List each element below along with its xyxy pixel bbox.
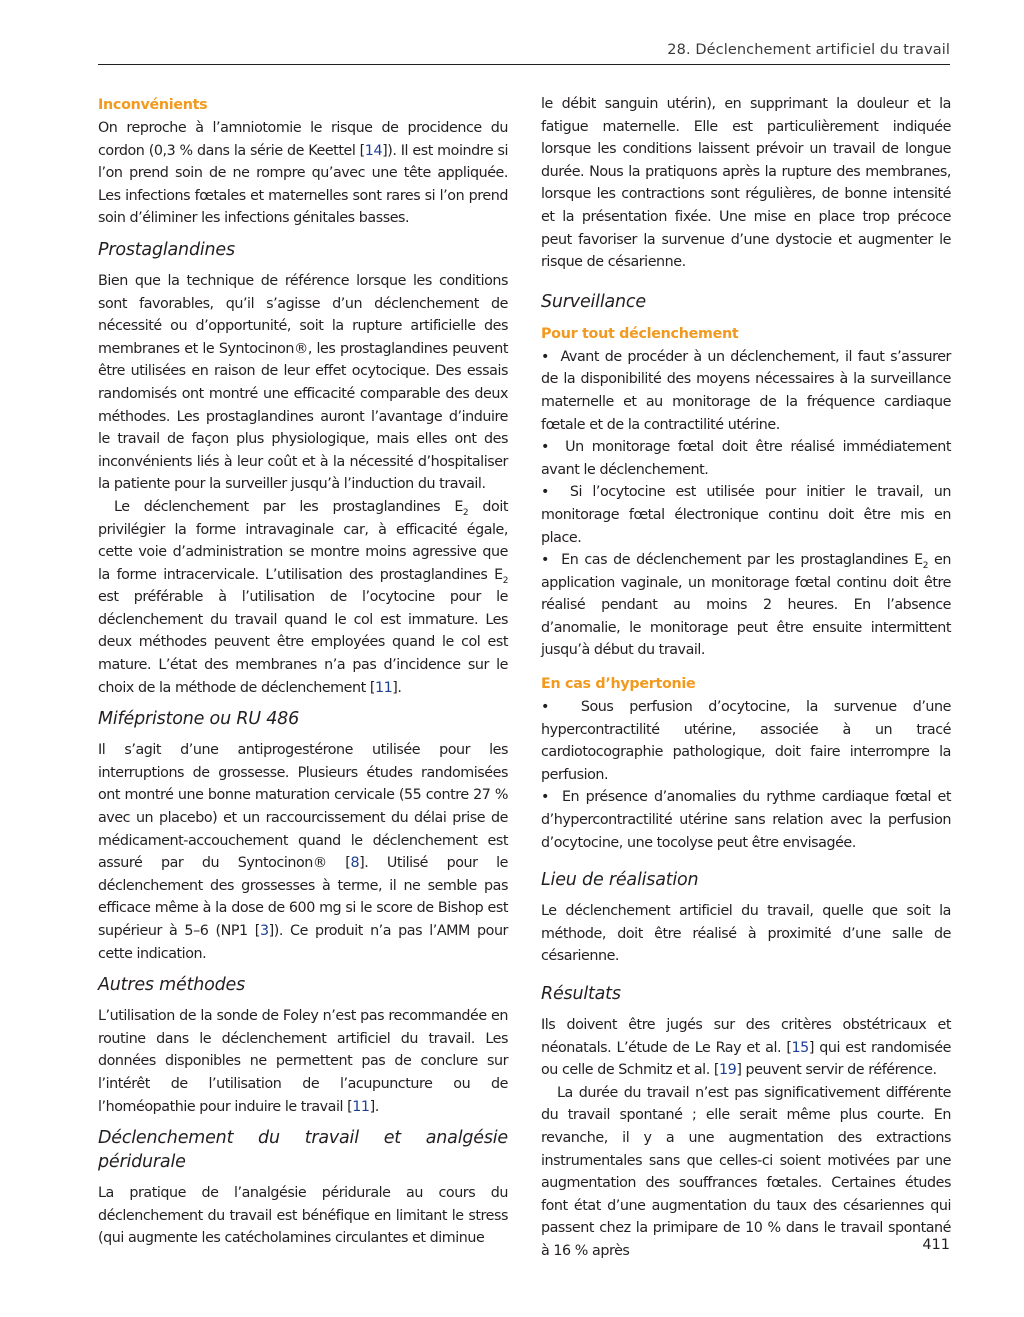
heading-inconvenients: Inconvénients — [98, 97, 208, 113]
subscript: 2 — [502, 575, 508, 586]
text: On reproche à l’amniotomie le risque de procidence du cordon (0,3 % dans la série de Keettel [ — [98, 120, 508, 159]
text: Ils doivent être jugés sur des critères obstétricaux et néonatals. L’étude de Le Ray et al. [ — [541, 1017, 951, 1056]
bullet-item: • Sous perfusion d’ocytocine, la survenue d’une hypercontractilité utérine, associée à un tracé cardiotocographie pathologique, doit faire interrompre la perfusion. — [541, 696, 951, 786]
heading-surveillance: Surveillance — [541, 291, 646, 312]
text: doit privilégier la forme intravaginale car, à efficacité égale, cette voie d’administration se montre moins agressive que la forme intracervicale. L’utilisation des prostaglandines E — [98, 498, 509, 583]
heading-prostaglandines: Prostaglandines — [98, 239, 235, 260]
running-header — [98, 40, 950, 65]
heading-pour-tout-declenchement: Pour tout déclenchement — [541, 325, 739, 342]
paragraph-prostaglandines-2 — [98, 496, 508, 699]
heading-mifepristone: Mifépristone ou RU 486 — [98, 709, 300, 730]
right-column — [541, 93, 951, 1263]
text: ]. — [392, 679, 402, 696]
text: ]. Utilisé pour le déclenchement des grossesses à terme, il ne semble pas efficace même à la dose de 600 mg si le score de Bishop est supérieur à 5–6 (NP1 [ — [98, 855, 508, 939]
reference-link[interactable]: 8 — [350, 855, 360, 872]
heading-autres-methodes: Autres méthodes — [98, 975, 246, 996]
paragraph-resultats-1 — [541, 1014, 951, 1082]
subscript: 2 — [922, 560, 928, 571]
text: ]. — [369, 1098, 379, 1115]
bullet-item — [541, 549, 951, 662]
paragraph-resultats-2: La durée du travail n’est pas significativement différente du travail spontané ; elle serait même plus courte. En revanche, il y a une augmentation des extractions instrumentales sans que celles-ci soient motivées par une augmentation des souffrances fœtales. Certaines études font état d’une augmentation du taux des césariennes qui passent chez la primipare de 10 % dans le travail spontané à 16 % après — [541, 1084, 951, 1259]
bullet-item: • Un monitorage fœtal doit être réalisé immédiatement avant le déclenchement. — [541, 436, 951, 481]
text: est préférable à l’utilisation de l’ocytocine pour le déclenchement du travail quand le col est immature. Les deux méthodes peuvent être employées quand le col est mature. L’état des membranes n’a pas d’incidence sur le choix de la méthode de déclenchement [ — [98, 589, 508, 696]
text: en application vaginale, un monitorage fœtal continu doit être réalisé pendant au moins 2 heures. En l’absence d’anomalie, le monitorage peut être ensuite intermittent jusqu’à début du travail. — [541, 552, 951, 659]
paragraph-prostaglandines-1: Bien que la technique de référence lorsque les conditions sont favorables, qu’il s’agisse d’un déclenchement de nécessité ou d’opportunité, soit la rupture artificielle des membranes et le Syntocinon®, les prostaglandines peuvent être utilisées en raison de leur effet ocytocique. Des essais randomisés ont montré une efficacité comparable des deux méthodes. Les prostaglandines auront l’avantage d’induire le travail de façon plus physiologique, mais elles ont des inconvénients liés à leur coût et à la nécessité d’hospitaliser la patiente pour la surveiller jusqu’à l’induction du travail. — [98, 272, 508, 493]
page-number: 411 — [922, 1237, 950, 1253]
text: Il s’agit d’une antiprogestérone utilisée pour les interruptions de grossesse. Plusieurs études randomisées ont montré une bonne maturation cervicale (55 contre 27 % avec un placebo) et un raccourcissement du délai prise de médicament-accouchement quand le déclenchement est assuré par du Syntocinon® [ — [98, 742, 508, 872]
bullet-item: • Si l’ocytocine est utilisée pour initier le travail, un monitorage fœtal électronique continu doit être mis en place. — [541, 481, 951, 549]
heading-resultats: Résultats — [541, 984, 621, 1004]
bullet-item: • En présence d’anomalies du rythme cardiaque fœtal et d’hypercontractilité utérine sans relation avec la perfusion d’ocytocine, une tocolyse peut être envisagée. — [541, 786, 951, 854]
chapter-title: 28. Déclenchement artificiel du travail — [667, 42, 950, 58]
reference-link[interactable]: 11 — [352, 1098, 370, 1115]
heading-hypertonie: En cas d’hypertonie — [541, 676, 696, 693]
heading-lieu: Lieu de réalisation — [541, 870, 699, 891]
paragraph-continuation: le débit sanguin utérin), en supprimant la douleur et la fatigue maternelle. Elle est particulièrement indiquée lorsque les conditions laissent prévoir un travail de longue durée. Nous la pratiquons après la rupture des membranes, lorsque les contractions sont régulières, de bonne intensité et la présentation fixée. Une mise en place trop précoce peut favoriser la survenue d’une dystocie et augmenter le risque de césarienne. — [541, 96, 951, 271]
text: ]). Il est moindre si l’on prend soin de ne rompre qu’avec une tête appliquée. Les infections fœtales et maternelles sont rares si l’on prend soin d’éliminer les infections génitales basses. — [98, 142, 509, 227]
bullet-item: • Avant de procéder à un déclenchement, il faut s’assurer de la disponibilité des moyens nécessaires à la surveillance maternelle et au monitorage de la fréquence cardiaque fœtale et de la contractilité utérine. — [541, 346, 951, 436]
text: ] peuvent servir de référence. — [736, 1062, 937, 1079]
heading-analgesie: Déclenchement du travail et analgésie péridurale — [98, 1128, 508, 1173]
reference-link[interactable]: 11 — [375, 679, 393, 696]
paragraph-mifepristone — [98, 739, 508, 965]
text: ] qui est randomisée ou celle de Schmitz et al. [ — [541, 1039, 951, 1079]
paragraph-lieu: Le déclenchement artificiel du travail, quelle que soit la méthode, doit être réalisé à proximité d’une salle de césarienne. — [541, 903, 951, 965]
text: Le déclenchement par les prostaglandines E — [114, 498, 463, 515]
subscript: 2 — [462, 507, 469, 518]
left-column — [98, 93, 508, 1250]
paragraph-analgesie: La pratique de l’analgésie péridurale au cours du déclenchement du travail est bénéfique en limitant le stress (qui augmente les catécholamines circulantes et diminue — [98, 1185, 508, 1247]
reference-link[interactable]: 14 — [364, 142, 383, 159]
spacer — [541, 662, 951, 672]
text: L’utilisation de la sonde de Foley n’est pas recommandée en routine dans le déclenchement artificiel du travail. Les données disponibles ne permettent pas de conclure sur l’intérêt de l’utilisation de l’acupuncture ou de l’homéopathie pour induire le travail [ — [98, 1008, 508, 1115]
paragraph-autres-methodes — [98, 1005, 508, 1118]
paragraph-inconvenients — [98, 117, 508, 230]
reference-link[interactable]: 15 — [791, 1039, 809, 1056]
reference-link[interactable]: 3 — [259, 923, 269, 939]
text: ]). Ce produit n’a pas l’AMM pour cette indication. — [98, 923, 508, 962]
reference-link[interactable]: 19 — [719, 1062, 737, 1079]
text: En cas de déclenchement par les prostaglandines E — [561, 552, 923, 569]
